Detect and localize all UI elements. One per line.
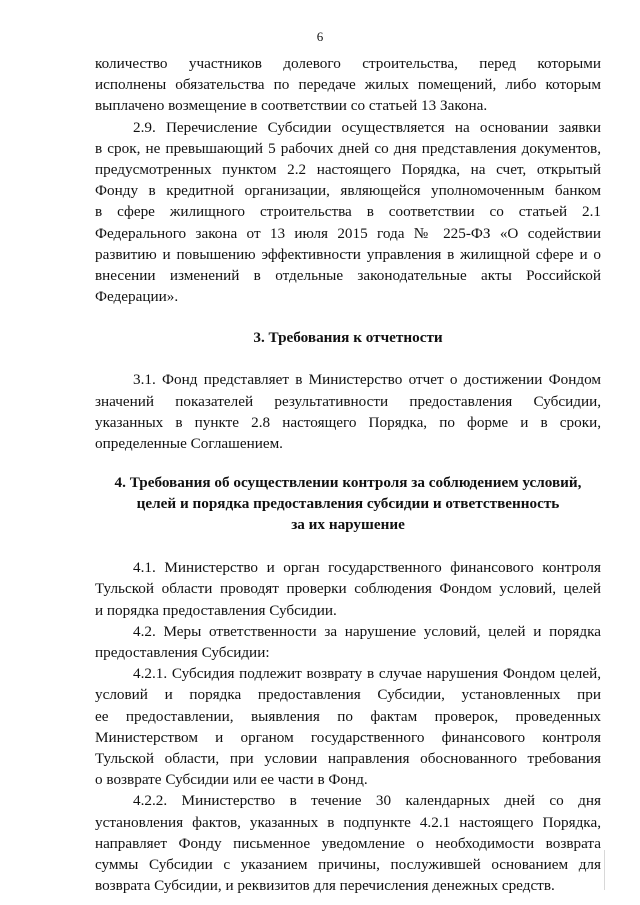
text-line: ее предоставлении, выявления по фактам проверок, проведенных bbox=[95, 707, 601, 725]
text-line: 4.2.1. Субсидия подлежит возврату в случае нарушения Фондом целей, bbox=[133, 665, 601, 683]
text-line: указанных в пункте 2.8 настоящего Порядка, по форме и в сроки, bbox=[95, 413, 601, 431]
scan-artifact-line bbox=[604, 850, 605, 890]
text-line: Федерального закона от 13 июля 2015 года № 225-ФЗ «О содействии bbox=[95, 224, 601, 242]
text-line: суммы Субсидии с указанием причины, послужившей основанием для bbox=[95, 856, 601, 874]
text-line: определенные Соглашением. bbox=[95, 435, 283, 453]
text-line: Тульской области, при условии направления обоснованного требования bbox=[95, 750, 601, 768]
paragraph-4-2 bbox=[95, 621, 601, 663]
paragraph-3-1 bbox=[95, 369, 601, 454]
text-line: выплачено возмещение в соответствии со статьей 13 Закона. bbox=[95, 97, 488, 115]
text-line: 3.1. Фонд представляет в Министерство отчет о достижении Фондом bbox=[133, 371, 601, 389]
text-line: предоставления Субсидии: bbox=[95, 644, 270, 662]
heading-line: целей и порядка предоставления субсидии и ответственность bbox=[136, 495, 560, 513]
text-line: направляет Фонду письменное уведомление о необходимости возврата bbox=[95, 834, 601, 852]
text-line: развитию и повышению эффективности управления в жилищной сфере и о bbox=[95, 245, 601, 263]
text-line: в срок, не превышающий 5 рабочих дней со дня представления документов, bbox=[95, 139, 601, 157]
text-line: о возврате Субсидии или ее части в Фонд. bbox=[95, 771, 368, 789]
section-heading-3: 3. Требования к отчетности bbox=[253, 329, 443, 347]
text-line: 2.9. Перечисление Субсидии осуществляется на основании заявки bbox=[133, 118, 601, 136]
text-line: значений показателей результативности предоставления Субсидии, bbox=[95, 392, 601, 410]
text-line: Тульской области проводят проверки соблюдения Фондом условий, целей bbox=[95, 580, 601, 598]
text-line: предусмотренных пунктом 2.2 настоящего Порядка, на счет, открытый bbox=[95, 161, 601, 179]
text-line: и порядка предоставления Субсидии. bbox=[95, 601, 337, 619]
heading-line: 4. Требования об осуществлении контроля за соблюдением условий, bbox=[114, 474, 582, 492]
text-line: количество участников долевого строительства, перед которыми bbox=[95, 55, 601, 72]
text-line: Фонду в кредитной организации, являющейся уполномоченным банком bbox=[95, 182, 601, 200]
document-body bbox=[95, 53, 601, 897]
paragraph-4-2-2 bbox=[95, 790, 601, 896]
text-line: исполнены обязательства по передаче жилых помещений, либо которым bbox=[95, 76, 601, 94]
section-heading-4 bbox=[95, 472, 601, 535]
text-line: в сфере жилищного строительства в соответствии со статьей 2.1 bbox=[95, 203, 601, 221]
page-number: 6 bbox=[316, 29, 324, 44]
paragraph-4-2-1 bbox=[95, 663, 601, 790]
text-line: возврата Субсидии, и реквизитов для перечисления денежных средств. bbox=[95, 877, 555, 895]
text-line: Федерации». bbox=[95, 288, 179, 306]
text-line: 4.2. Меры ответственности за нарушение условий, целей и порядка bbox=[133, 622, 601, 640]
paragraph-2-9 bbox=[95, 117, 601, 308]
text-line: Министерством и органом государственного финансового контроля bbox=[95, 728, 601, 746]
paragraph-4-1 bbox=[95, 557, 601, 621]
text-line: 4.1. Министерство и орган государственного финансового контроля bbox=[133, 559, 601, 577]
text-line: 4.2.2. Министерство в течение 30 календарных дней со дня bbox=[133, 792, 601, 810]
text-line: внесении изменений в отдельные законодательные акты Российской bbox=[95, 267, 601, 285]
text-line: условий и порядка предоставления Субсидии, установленных при bbox=[95, 686, 601, 704]
heading-line: за их нарушение bbox=[291, 516, 405, 534]
text-line: установления фактов, указанных в подпункте 4.2.1 настоящего Порядка, bbox=[95, 813, 601, 831]
paragraph-continuation bbox=[95, 53, 601, 117]
